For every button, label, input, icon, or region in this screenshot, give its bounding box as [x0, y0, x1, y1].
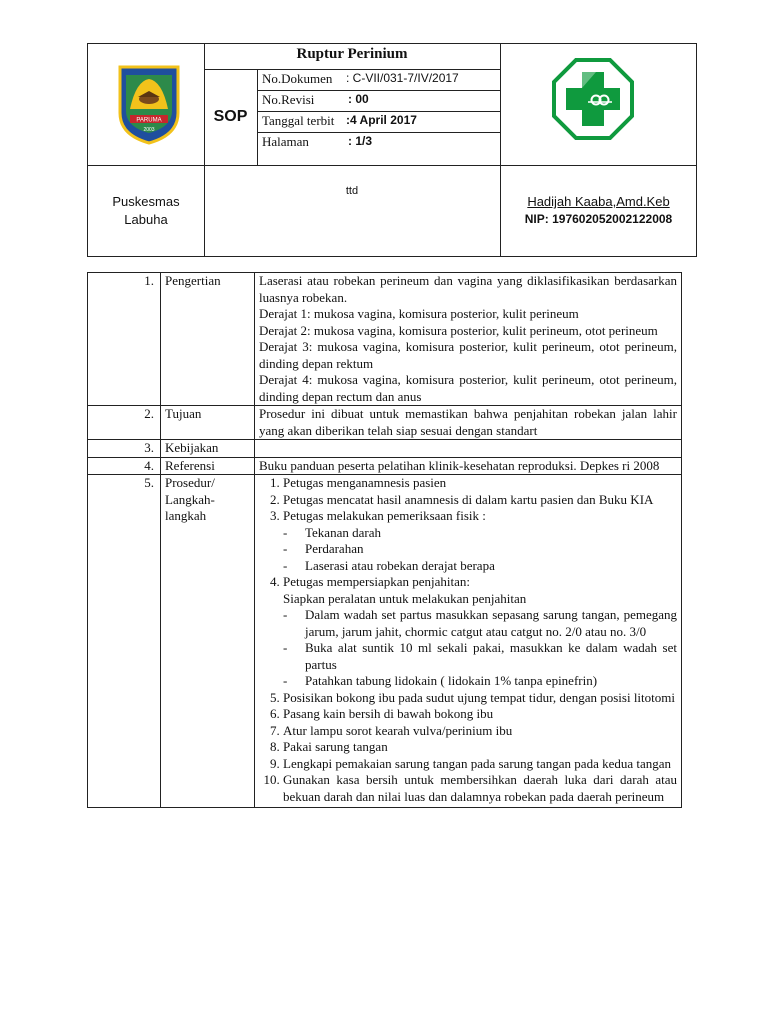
row-number: 1. — [88, 273, 161, 406]
sub-item: - Perdarahan — [283, 541, 677, 558]
row-label: Pengertian — [161, 273, 255, 406]
issue-date-value: :4 April 2017 — [346, 113, 417, 127]
sub-item: - Laserasi atau robekan derajat berapa — [283, 558, 677, 575]
step-item: 9. Lengkapi pemakaian sarung tangan pada sarung tangan pada kedua tangan — [283, 756, 677, 773]
puskesmas-logo — [552, 58, 634, 140]
row-label-line: Langkah- — [165, 491, 215, 507]
sop-header — [87, 43, 697, 257]
step-item: 5. Posisikan bokong ibu pada sudut ujung tempat tidur, dengan posisi litotomi — [283, 690, 677, 707]
degree-4-text: Derajat 4: mukosa vagina, komisura posterior, kulit perineum, otot perineum, dinding depan rectum dan anus — [259, 372, 677, 404]
doc-number-value: : C-VII/031-7/IV/2017 — [346, 71, 459, 85]
table-row — [88, 440, 682, 458]
steps-list — [259, 475, 677, 805]
procedure-table — [87, 272, 682, 808]
step-item — [283, 574, 677, 690]
step-intro: Siapkan peralatan untuk melakukan penjahitan — [283, 590, 527, 606]
purpose-text: Prosedur ini dibuat untuk memastikan bahwa penjahitan robekan jalan lahir yang akan diberikan telah siap sesuai dengan standart — [255, 406, 682, 440]
org-name-line2: Labuha — [124, 212, 168, 227]
doc-number-label: No.Dokumen — [262, 71, 333, 86]
sub-item: - Buka alat suntik 10 ml sekali pakai, masukkan ke dalam wadah set partus — [283, 640, 677, 673]
sub-item: - Patahkan tabung lidokain ( lidokain 1% tanpa epinefrin) — [283, 673, 677, 690]
reference-text: Buku panduan peserta pelatihan klinik-kesehatan reproduksi. Depkes ri 2008 — [255, 457, 682, 475]
step-item: 8. Pakai sarung tangan — [283, 739, 677, 756]
revision-label: No.Revisi — [262, 92, 315, 107]
row-number: 3. — [88, 440, 161, 458]
procedure-steps — [255, 475, 682, 808]
step-item: 10. Gunakan kasa bersih untuk membersihkan daerah luka dari darah atau bekuan darah dan nilai luas dan dalamnya robekan pada daerah perineum — [283, 772, 677, 805]
issue-date-label: Tanggal terbit — [262, 113, 335, 128]
table-row — [88, 457, 682, 475]
row-label: Kebijakan — [161, 440, 255, 458]
signer-nip: NIP: 197602052002122008 — [524, 212, 673, 226]
degree-3-text: Derajat 3: mukosa vagina, komisura posterior, kulit perineum, otot perineum, dinding depan rektum — [259, 339, 677, 371]
degree-1-text: Derajat 1: mukosa vagina, komisura posterior, kulit perineum — [259, 306, 579, 321]
sop-label: SOP — [213, 108, 248, 125]
definition-content — [255, 273, 682, 406]
step-item — [283, 508, 677, 574]
definition-text: Laserasi atau robekan perineum dan vagina yang diklasifikasikan berdasarkan luasnya robekan. — [259, 273, 677, 305]
table-row — [88, 406, 682, 440]
step-item: 6. Pasang kain bersih di bawah bokong ibu — [283, 706, 677, 723]
signature-mark: ttd — [345, 185, 359, 197]
page-label: Halaman — [262, 134, 309, 149]
step-item: 2. Petugas mencatat hasil anamnesis di dalam kartu pasien dan Buku KIA — [283, 492, 677, 509]
row-label-line: Prosedur/ — [165, 475, 215, 490]
row-label — [161, 475, 255, 808]
table-row — [88, 475, 682, 808]
org-name-line1: Puskesmas — [112, 194, 180, 209]
row-number: 2. — [88, 406, 161, 440]
row-label: Tujuan — [161, 406, 255, 440]
row-number: 4. — [88, 457, 161, 475]
step-item: 1. Petugas menganamnesis pasien — [283, 475, 677, 492]
signer-name: Hadijah Kaaba,Amd.Keb — [527, 194, 670, 209]
row-label-line: langkah — [165, 508, 207, 523]
policy-text — [255, 440, 682, 458]
step-text: 4. Petugas mempersiapkan penjahitan: — [283, 574, 471, 589]
regional-emblem-logo — [116, 61, 182, 145]
svg-text:2003: 2003 — [143, 127, 155, 133]
svg-text:PARUMA: PARUMA — [136, 117, 162, 124]
degree-2-text: Derajat 2: mukosa vagina, komisura posterior, kulit perineum, otot perineum — [259, 322, 658, 338]
table-row — [88, 273, 682, 406]
sub-list — [283, 525, 677, 575]
sub-item: - Tekanan darah — [283, 525, 677, 542]
row-number: 5. — [88, 475, 161, 808]
step-text: Petugas melakukan pemeriksaan fisik : — [283, 508, 486, 523]
revision-value: : 00 — [348, 92, 369, 106]
row-label: Referensi — [161, 457, 255, 475]
sub-item: - Dalam wadah set partus masukkan sepasang sarung tangan, pemegang jarum, jarum jahit, chormic catgut atau catgut no. 2/0 atau no. 3/0 — [283, 607, 677, 640]
step-item: 7. Atur lampu sorot kearah vulva/perinium ibu — [283, 723, 677, 740]
page-value: : 1/3 — [348, 134, 373, 148]
sop-title: Ruptur Perinium — [296, 46, 408, 62]
sub-list — [283, 607, 677, 690]
